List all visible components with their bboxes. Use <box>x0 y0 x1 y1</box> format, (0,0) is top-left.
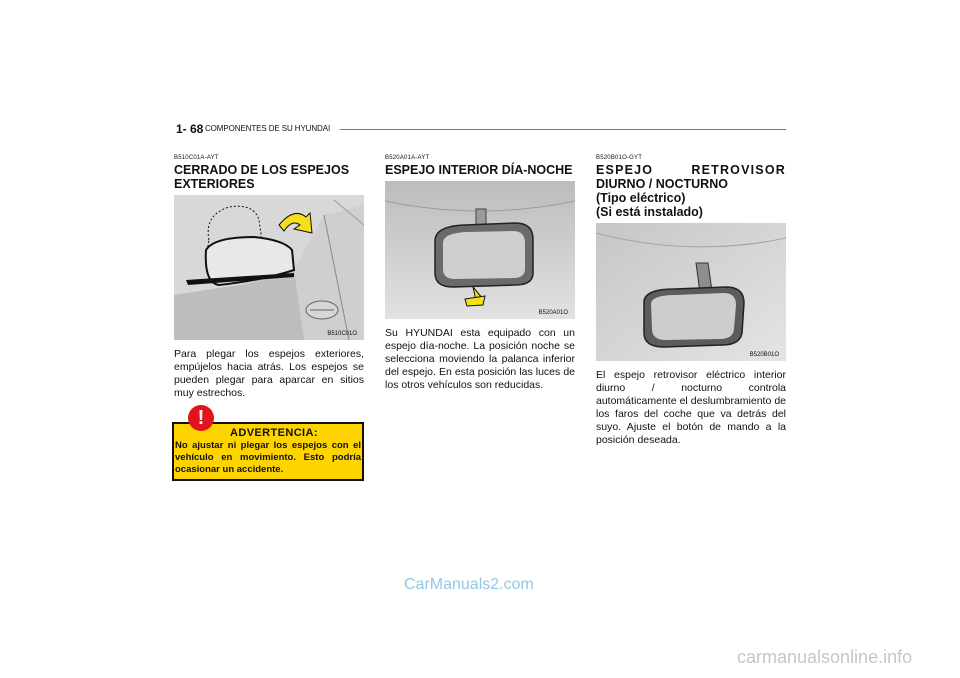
section-code: B510C01A-AYT <box>174 155 219 161</box>
section-code: B520B01O-GYT <box>596 155 643 161</box>
heading-line: CERRADO DE LOS ESPEJOS <box>174 163 350 177</box>
column-mirror-folding <box>174 155 364 400</box>
warning-icon: ! <box>188 405 214 431</box>
page-number: 1- 68 <box>176 122 204 136</box>
mirror-fold-drawing <box>174 195 364 340</box>
body-text: Su HYUNDAI esta equipado con un espejo día-noche. La posición noche se selecciona moviendo la palanca inferior del espejo. En esta posición las luces de los otros vehículos son reducidas. <box>385 327 575 391</box>
heading-line: (Si está instalado) <box>596 205 703 219</box>
section-code: B520A01A-AYT <box>385 155 430 161</box>
warning-title: ADVERTENCIA: <box>230 427 318 439</box>
image-code: B520B01O <box>749 352 779 358</box>
section-title: COMPONENTES DE SU HYUNDAI <box>205 124 331 133</box>
electric-mirror-illustration <box>596 223 786 361</box>
image-code: B520A01O <box>538 310 568 316</box>
header-rule <box>340 129 786 130</box>
day-night-mirror-illustration <box>385 181 575 319</box>
warning-box <box>172 405 368 481</box>
page-header <box>176 122 786 136</box>
column-electric-mirror <box>596 155 786 447</box>
heading-line: EXTERIORES <box>174 177 255 191</box>
column-day-night-mirror <box>385 155 575 392</box>
section-heading <box>596 163 786 219</box>
image-code: B510C01O <box>327 331 357 337</box>
heading-line: DIURNO / NOCTURNO <box>596 177 728 191</box>
electric-mirror-drawing <box>596 223 786 361</box>
section-heading <box>385 163 575 177</box>
heading-line: (Tipo eléctrico) <box>596 191 686 205</box>
heading-line: ESPEJO INTERIOR DÍA-NOCHE <box>385 163 573 177</box>
heading-line: ESPEJO RETROVISOR <box>596 163 786 177</box>
watermark-carmanuals2: CarManuals2.com <box>404 576 534 593</box>
section-heading <box>174 163 364 191</box>
day-night-mirror-drawing <box>385 181 575 319</box>
mirror-fold-illustration <box>174 195 364 340</box>
warning-text: No ajustar ni plegar los espejos con el vehículo en movimiento. Esto podría ocasionar un accidente. <box>175 440 361 475</box>
body-text: El espejo retrovisor eléctrico interior diurno / nocturno controla automáticamente el deslumbramiento de los faros del coche que va detrás del suyo. Ajuste el botón de mando a la posición deseada. <box>596 369 786 446</box>
body-text: Para plegar los espejos exteriores, empújelos hacia atrás. Los espejos se pueden plegar para aparcar en sitios muy estrechos. <box>174 348 364 399</box>
watermark-carmanualsonline: carmanualsonline.info <box>737 647 913 667</box>
